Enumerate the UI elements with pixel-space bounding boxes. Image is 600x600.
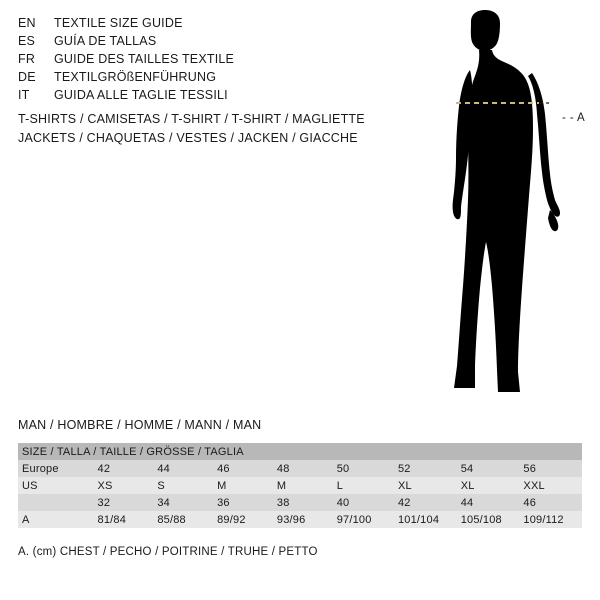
cell: 42 <box>97 462 111 475</box>
cell: 93/96 <box>276 513 306 526</box>
cell: M <box>276 479 287 492</box>
cell: 44 <box>460 496 474 509</box>
language-text: GUIDA ALLE TAGLIE TESSILI <box>54 88 228 102</box>
cell: 105/108 <box>460 513 502 526</box>
cell: 56 <box>523 462 537 475</box>
row-label <box>18 494 94 511</box>
language-code: ES <box>18 34 36 48</box>
row-label: US <box>22 479 38 492</box>
cell: 36 <box>217 496 230 509</box>
cell: L <box>336 479 344 492</box>
language-text: GUÍA DE TALLAS <box>54 34 157 48</box>
cell: 54 <box>460 462 474 475</box>
language-code: IT <box>18 88 30 102</box>
cell: 89/92 <box>217 513 246 526</box>
cell: 101/104 <box>397 513 440 526</box>
cell: XXL <box>523 479 545 492</box>
male-silhouette-icon <box>400 10 600 405</box>
table-row <box>18 460 582 477</box>
cell: XL <box>397 479 412 492</box>
table-title: MAN / HOMBRE / HOMME / MANN / MAN <box>18 418 262 432</box>
size-table <box>18 443 582 528</box>
language-row <box>18 70 378 88</box>
cell: 109/112 <box>523 513 564 526</box>
language-row <box>18 88 378 106</box>
language-code: DE <box>18 70 36 84</box>
cell: 48 <box>276 462 290 475</box>
cell: XL <box>460 479 475 492</box>
cell: 40 <box>336 496 350 509</box>
language-header-block <box>18 16 378 106</box>
language-code: FR <box>18 52 36 66</box>
cell: S <box>157 479 165 492</box>
cell: 38 <box>276 496 290 509</box>
cell: 97/100 <box>336 513 372 526</box>
language-text: GUIDE DES TAILLES TEXTILE <box>54 52 235 66</box>
category-block <box>18 110 398 148</box>
figure-illustration <box>400 10 600 405</box>
cell: 42 <box>397 496 411 509</box>
cell: 32 <box>97 496 111 509</box>
cell: 46 <box>217 462 230 475</box>
cell: 44 <box>157 462 170 475</box>
language-row <box>18 16 378 34</box>
cell: 50 <box>336 462 350 475</box>
table-row <box>18 477 582 494</box>
cell: XS <box>97 479 113 492</box>
cell: 46 <box>523 496 537 509</box>
table-footnote: A. (cm) CHEST / PECHO / POITRINE / TRUHE / PETTO <box>18 546 318 558</box>
cell: 34 <box>157 496 170 509</box>
language-row <box>18 52 378 70</box>
table-row <box>18 511 582 528</box>
row-label: Europe <box>22 462 59 475</box>
cell: 85/88 <box>157 513 186 526</box>
cell: M <box>217 479 227 492</box>
table-header-row <box>18 443 582 460</box>
cell: 81/84 <box>97 513 127 526</box>
language-text: TEXTILGRÖßENFÜHRUNG <box>54 70 217 84</box>
language-code: EN <box>18 16 36 30</box>
category-line-tshirts: T-SHIRTS / CAMISETAS / T-SHIRT / T-SHIRT / MAGLIETTE <box>18 112 365 126</box>
category-line-jackets: JACKETS / CHAQUETAS / VESTES / JACKEN / GIACCHE <box>18 131 358 145</box>
cell: 52 <box>397 462 411 475</box>
language-row <box>18 34 378 52</box>
row-label: A <box>22 513 30 526</box>
language-text: TEXTILE SIZE GUIDE <box>54 16 183 30</box>
measure-label-a: - - A <box>562 112 586 124</box>
table-header-label: SIZE / TALLA / TAILLE / GRÖSSE / TAGLIA <box>22 445 244 458</box>
table-row <box>18 494 582 511</box>
